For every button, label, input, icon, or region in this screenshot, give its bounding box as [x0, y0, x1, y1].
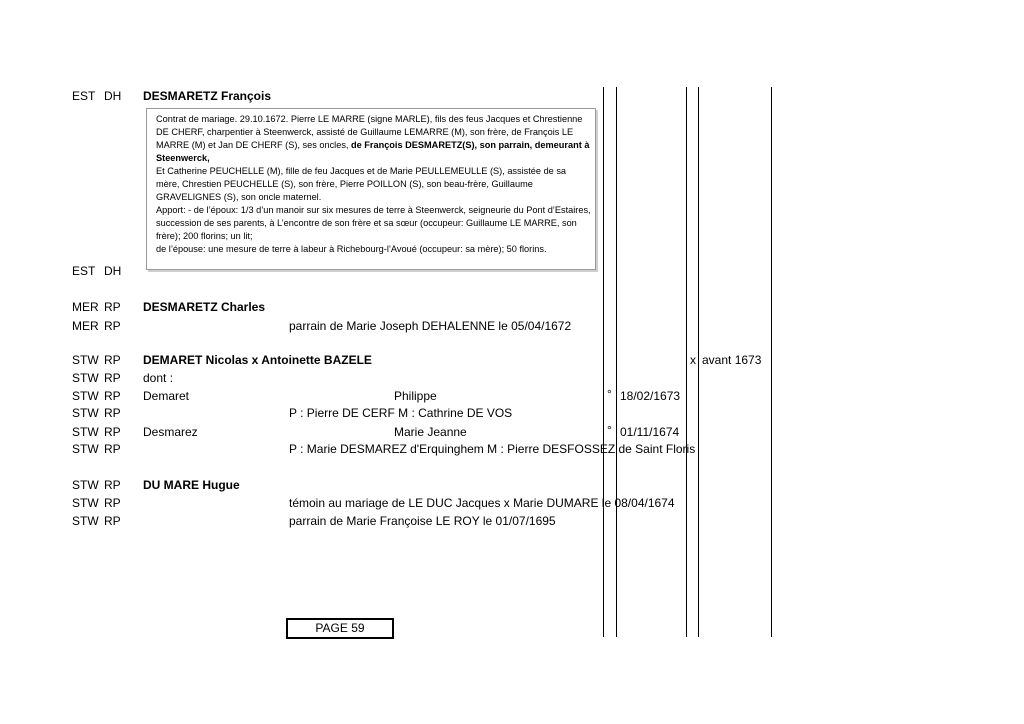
parish-code: STW: [72, 478, 99, 492]
source-code: RP: [104, 478, 121, 492]
source-code: RP: [104, 496, 121, 510]
parish-code: STW: [72, 371, 99, 385]
source-code: RP: [104, 389, 121, 403]
page-number: PAGE 59: [286, 618, 394, 639]
column-rule: [698, 87, 699, 637]
parish-code: STW: [72, 406, 99, 420]
parish-code: EST: [72, 264, 96, 278]
source-code: DH: [104, 89, 122, 103]
source-code: RP: [104, 442, 121, 456]
event-date: 01/11/1674: [620, 425, 680, 439]
parish-code: STW: [72, 496, 99, 510]
source-code: RP: [104, 425, 121, 439]
column-rule: [616, 87, 617, 637]
person-name: DU MARE Hugue: [143, 478, 240, 492]
parish-code: STW: [72, 353, 99, 367]
note-pre: Contrat de mariage. 29.10.1672. Pierre LE MARRE (signe MARLE), fils des feus Jacques et Chrestienne DE CHERF, charpentier à Steenwerck, assisté de Guillaume LEMARRE (M), son frère, de François LE MARRE (M) et Jan DE CHERF (S), ses oncles,: [156, 114, 583, 150]
source-code: RP: [104, 300, 121, 314]
column-rule: [603, 87, 604, 637]
event-date: avant 1673: [702, 353, 762, 367]
given-name: Marie Jeanne: [394, 425, 467, 439]
entry-detail: parrain de Marie Joseph DEHALENNE le 05/04/1672: [289, 319, 572, 333]
source-code: RP: [104, 353, 121, 367]
given-name: Philippe: [394, 389, 437, 403]
note-bold: de François DESMARETZ(S), son parrain, demeurant à Steenwerck,: [156, 140, 590, 163]
note-line3: Apport: - de l’époux: 1/3 d’un manoir sur six mesures de terre à Steenwerck, seigneurie du Pont d’Estaires, succession de ses parents, à L’encontre de son frère et sa sœur (occupeur: Guillaume LE MARRE, son frère); 200 florins; un lit;: [156, 205, 591, 241]
source-code: DH: [104, 264, 122, 278]
person-name: Demaret: [143, 389, 190, 403]
column-rule: [771, 87, 772, 637]
person-name: DESMARETZ Charles: [143, 300, 266, 314]
entry-detail: parrain de Marie Françoise LE ROY le 01/07/1695: [289, 514, 556, 528]
person-name: dont :: [143, 371, 174, 385]
note-line2: Et Catherine PEUCHELLE (M), fille de feu Jacques et de Marie PEULLEMEULLE (S), assistée de sa mère, Chrestien PEUCHELLE (S), son frère, Pierre POILLON (S), son beau-frère, Guillaume GRAVELIGNES (S), son oncle maternel.: [156, 166, 567, 202]
person-name: DEMARET Nicolas x Antoinette BAZELE: [143, 353, 372, 367]
entry-detail: témoin au mariage de LE DUC Jacques x Marie DUMARE le 08/04/1674: [289, 496, 675, 510]
marriage-mark: x: [690, 353, 696, 367]
parish-code: STW: [72, 389, 99, 403]
marriage-contract-note: [146, 108, 596, 270]
column-rule: [686, 87, 687, 637]
person-name: DESMARETZ François: [143, 89, 272, 103]
parish-code: MER: [72, 319, 99, 333]
entry-detail: P : Pierre DE CERF M : Cathrine DE VOS: [289, 406, 513, 420]
parish-code: MER: [72, 300, 99, 314]
birth-mark: °: [607, 423, 612, 437]
source-code: RP: [104, 514, 121, 528]
source-code: RP: [104, 371, 121, 385]
parish-code: STW: [72, 425, 99, 439]
parish-code: EST: [72, 89, 96, 103]
parish-code: STW: [72, 442, 99, 456]
event-date: 18/02/1673: [620, 389, 681, 403]
note-line4: de l’épouse: une mesure de terre à labeur à Richebourg-l’Avoué (occupeur: sa mère); 50 florins.: [156, 244, 547, 254]
source-code: RP: [104, 406, 121, 420]
note-text: [156, 113, 592, 256]
parish-code: STW: [72, 514, 99, 528]
person-name: Desmarez: [143, 425, 198, 439]
entry-detail: P : Marie DESMAREZ d'Erquinghem M : Pierre DESFOSSEZ de Saint Floris: [289, 442, 696, 456]
source-code: RP: [104, 319, 121, 333]
birth-mark: °: [607, 387, 612, 401]
